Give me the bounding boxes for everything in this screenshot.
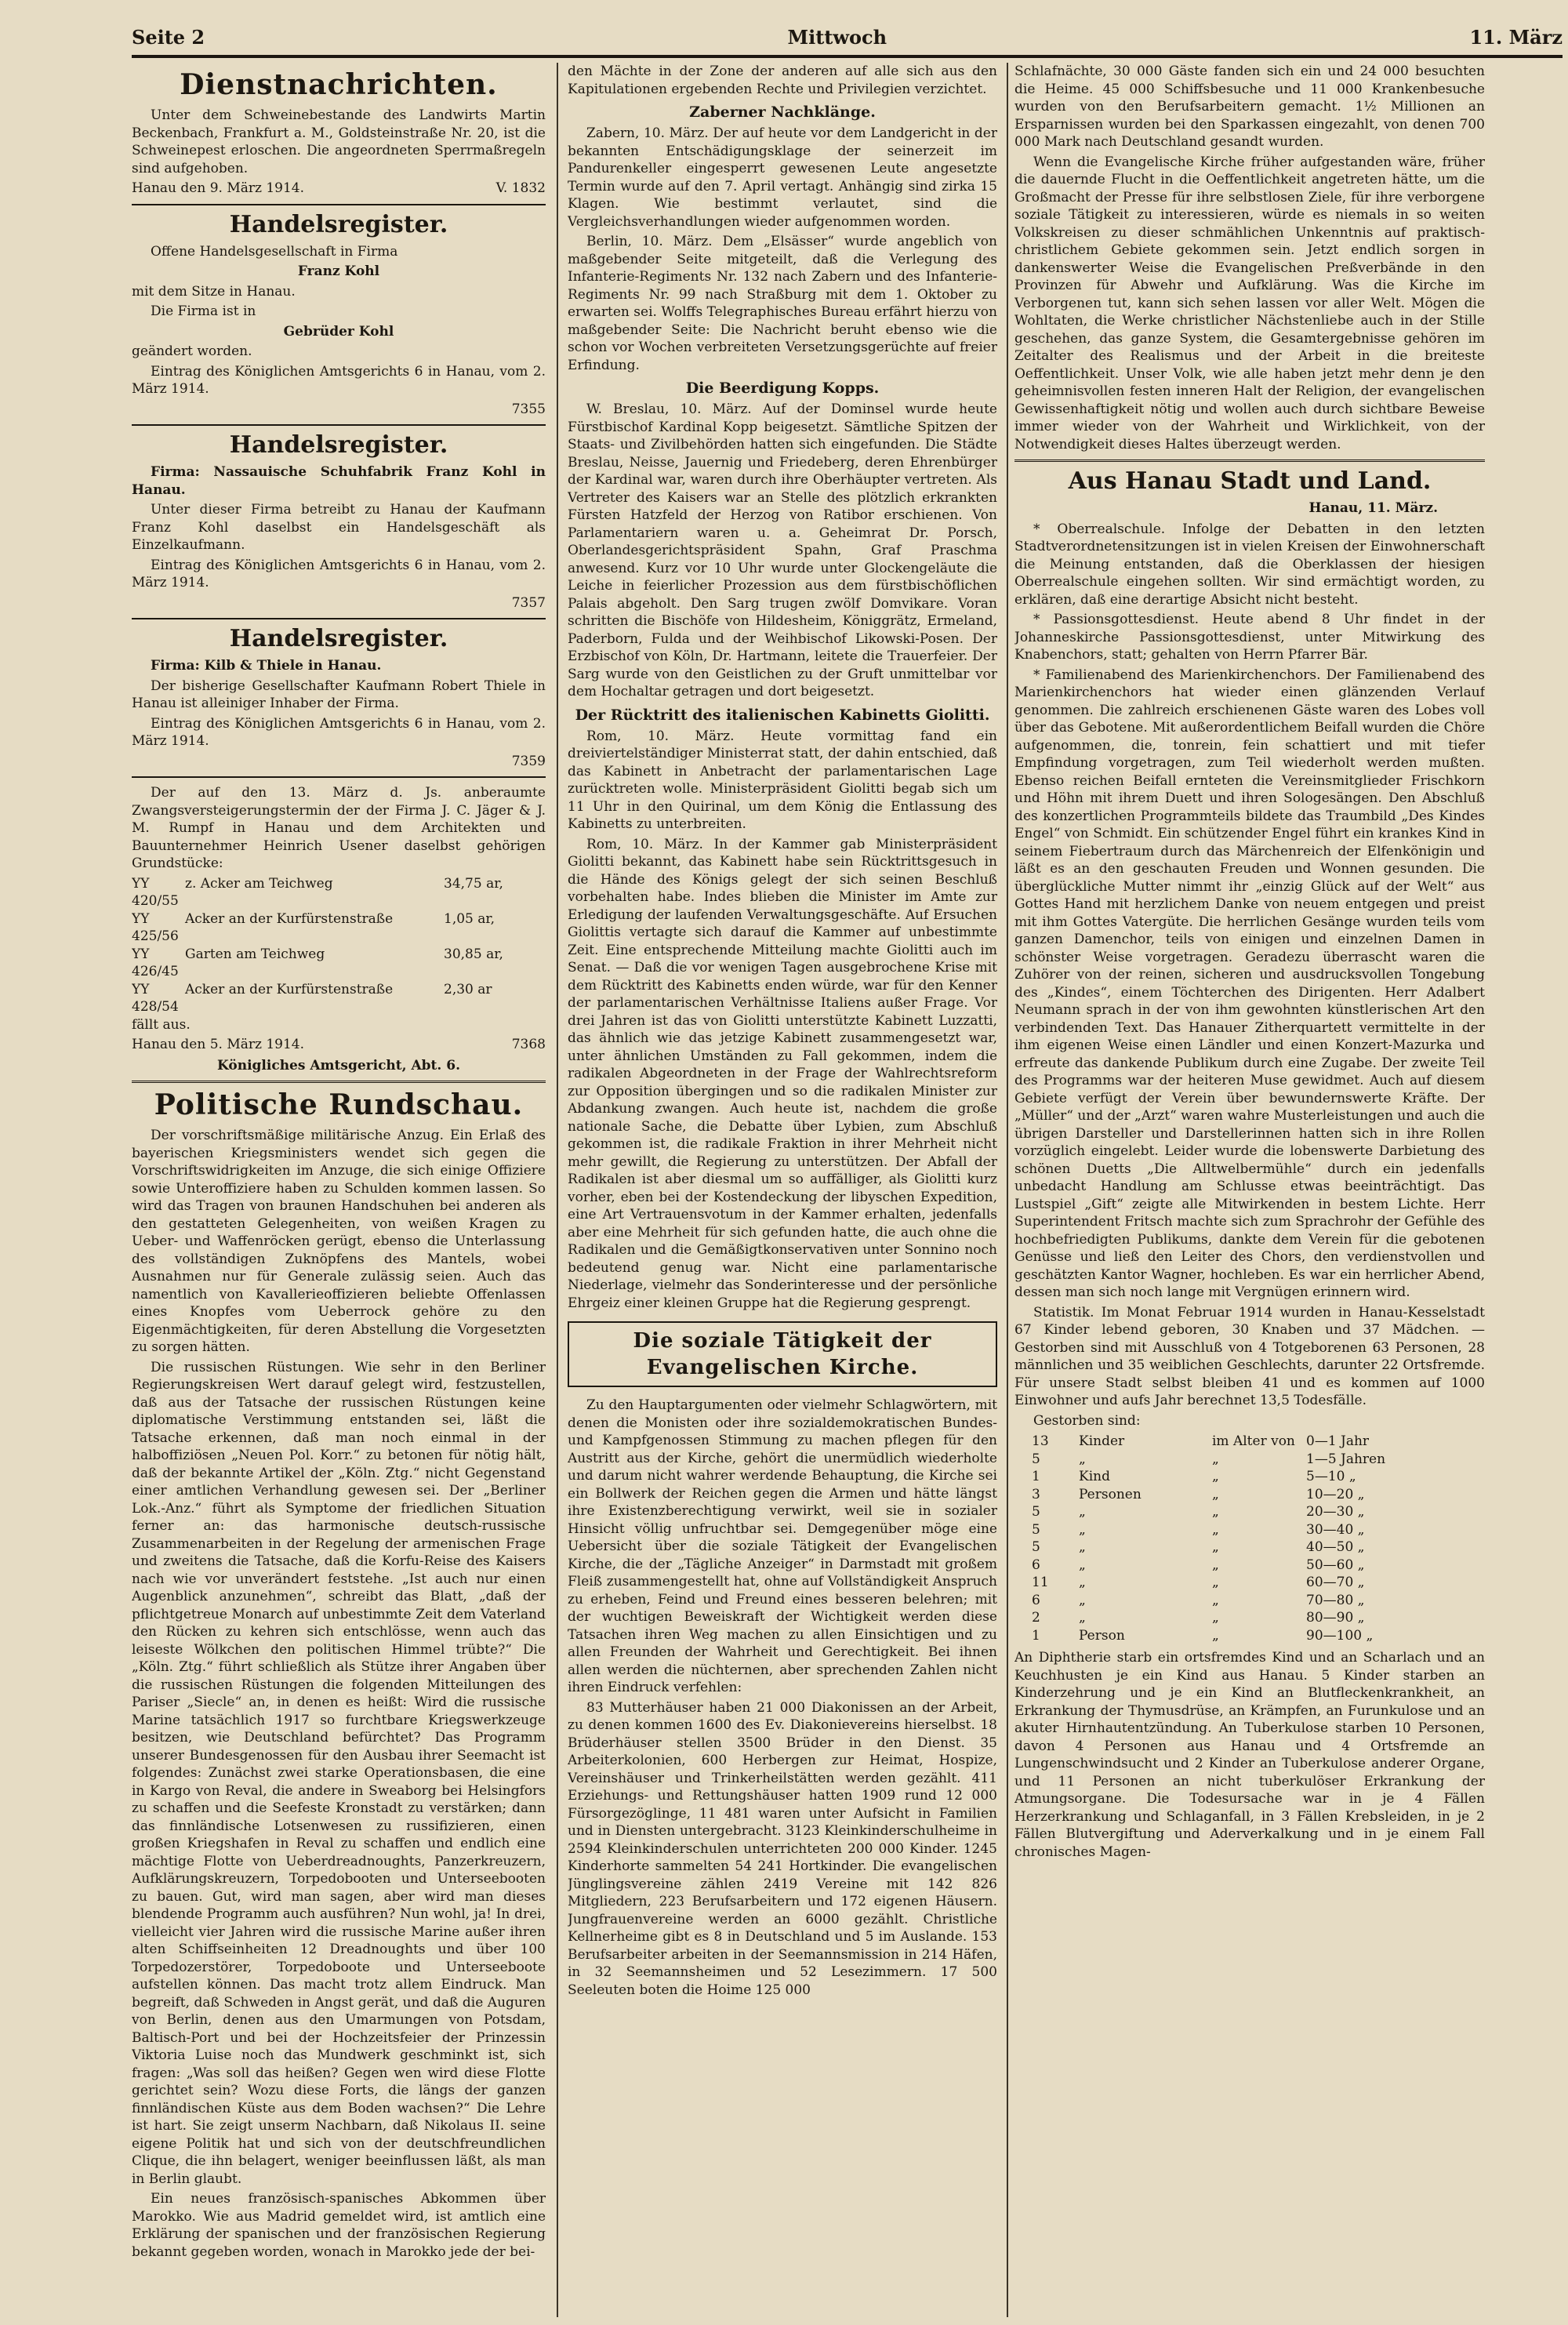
- stat-cell: 5: [1032, 1504, 1040, 1520]
- notice-number: V. 1832: [495, 180, 546, 196]
- stat-cell: 50—60 „: [1306, 1557, 1365, 1573]
- heading-beerdigung-kopps: Die Beerdigung Kopps.: [685, 380, 880, 397]
- local-news-item: * Oberrealschule. Infolge der Debatten in den letzten Stadtverordnetensitzungen ist in vielen Kreisen der Einwohnerschaft die Meinung entstanden, daß die Oberklassen der hiesigen Oberrealschule eingehen sollten. Wir sind ermächtigt worden, zu erklären, daß eine derartige Absicht nicht besteht.: [1014, 521, 1485, 608]
- stat-cell: im Alter von: [1212, 1433, 1295, 1449]
- lot-row: [132, 910, 546, 946]
- stat-cell: 10—20 „: [1306, 1486, 1365, 1502]
- article-paragraph: Die russischen Rüstungen. Wie sehr in den Berliner Regierungskreisen Wert darauf gelegt wird, festzustellen, daß aus der Tatsache der russischen Rüstungen keine diplomatische Verstimmung entstanden sei, läßt die Tatsache erkennen, daß man noch einmal in der halboffiziösen „Neuen Pol. Korr.“ zu betonen für nötig hält, daß der bekannte Artikel der „Köln. Ztg.“ nicht Gegenstand einer amtlichen Verhandlung gewesen sei. Der „Berliner Lok.-Anz.“ führt als Symptome der friedlichen Situation ferner an: das harmonische deutsch-russische Zusammenarbeiten in der Regelung der armenischen Frage und zweitens die Tatsache, daß die Korfu-Reise des Kaisers nach wie vor unverändert feststehe. „Ist auch nur einen Augenblick anzunehmen“, schreibt das Blatt, „daß der pflichtgetreue Monarch auf unbestimmte Zeit dem Vaterland den Rücken zu kehren sich entschlösse, wenn auch das leiseste Wölkchen den politischen Himmel trübte?“ Die „Köln. Ztg.“ führt schließlich als Stütze ihrer Angaben über die russischen Rüstungen die folgenden Mitteilungen des Pariser „Siecle“ an, in denen es heißt: Wird die russische Marine tatsächlich 1917 so furchtbare Kriegswerkzeuge besitzen, wie Deutschland befürchtet? Das Programm unserer Bundesgenossen für den Ausbau ihrer Seemacht ist folgendes: Zunächst zwei starke Operationsbasen, die eine in Kargo von Reval, die andere in Sweaborg bei Helsingfors zu schaffen und die Seefeste Kronstadt zu verstärken; dann das finnländische Lotsenwesen zu russifizieren, einen großen Kriegshafen in Reval zu schaffen und endlich eine mächtige Flotte von Ueberdreadnoughts, Panzerkreuzern, Aufklärungskreuzern, Torpedobooten und Unterseebooten zu bauen. Gut, wird man sagen, aber wird man dieses blendende Programm auch ausführen? Nun wohl, ja! In drei, vielleicht vier Jahren wird die russische Marine außer ihren alten Schiffseinheiten 12 Dreadnoughts und über 100 Torpedozerstörer, Torpedoboote und Unterseeboote aufstellen können. Das macht trotz allem Eindruck. Man begreift, daß Schweden in Angst gerät, und daß die Auguren von Berlin, denen aus den Umarmungen von Potsdam, Baltisch-Port und bei der Hochzeitsfeier der Prinzessin Viktoria Luise noch das Mundwerk geschminkt ist, sich fragen: „Was soll das heißen? Gegen wen wird diese Flotte gerichtet sein? Wozu diese Forts, die längs der ganzen finnländischen Küste aus dem Boden wachsen?“ Die Lehre ist hart. Sie zeigt unserm Nachbarn, daß Nikolaus II. seine eigene Politik hat und sich von der deutschfreundlichen Clique, die ihn belagert, weniger beeinflussen läßt, als man in Berlin glaubt.: [132, 1359, 546, 2187]
- stat-cell: 2: [1032, 1610, 1040, 1626]
- auction-date: Hanau den 5. März 1914.: [132, 1037, 305, 1052]
- stat-cell: „: [1212, 1557, 1219, 1573]
- dateline: [1014, 500, 1485, 518]
- column-2: [568, 63, 997, 2317]
- heading-soziale-taetigkeit: Die soziale Tätigkeit der Evangelischen Kirche.: [568, 1321, 997, 1387]
- register-number: 7359: [511, 753, 546, 769]
- stat-cell: 90—100 „: [1306, 1627, 1374, 1644]
- heading-handelsregister: Handelsregister.: [229, 431, 448, 459]
- register-text: Eintrag des Königlichen Amtsgerichts 6 in Hanau, vom 2. März 1914.: [132, 557, 546, 590]
- register-text: Die Firma ist in: [151, 303, 256, 319]
- lot-area: 30,85 ar,: [444, 946, 503, 962]
- dateline-text: Hanau, 11. März.: [1308, 500, 1438, 516]
- auction-text: Der auf den 13. März d. Js. anberaumte Zwangsversteigerungstermin der der Firma J. C. Jäger & J. M. Rumpf in Hanau und dem Architekten und Bauunternehmer Heinrich Usener daselbst gehörigen Grundstücke:: [132, 785, 546, 871]
- stat-cell: 3: [1032, 1486, 1040, 1502]
- header-rule: [132, 55, 1563, 58]
- lot-id: YY 425/56: [132, 910, 179, 944]
- register-footer: [132, 401, 546, 419]
- register-text: mit dem Sitze in Hanau.: [132, 283, 296, 300]
- stat-cell: 80—90 „: [1306, 1610, 1365, 1626]
- register-firm: Franz Kohl: [297, 263, 380, 279]
- stat-cell: „: [1212, 1539, 1219, 1555]
- lot-desc: Garten am Teichweg: [185, 946, 325, 962]
- stat-cell: 1: [1032, 1469, 1040, 1484]
- register-text: Unter dieser Firma betreibt zu Hanau der Kaufmann Franz Kohl daselbst ein Handelsgeschäft als Einzelkaufmann.: [132, 502, 546, 553]
- local-news-item: * Passionsgottesdienst. Heute abend 8 Uhr findet in der Johanneskirche Passionsgottesdienst, unter Mitwirkung des Knabenchors, statt; gehalten von Herrn Pfarrer Bär.: [1014, 612, 1485, 663]
- separator: [1014, 460, 1485, 462]
- stat-cell: 11: [1032, 1575, 1049, 1590]
- stat-cell: 60—70 „: [1306, 1575, 1365, 1590]
- stat-cell: 20—30 „: [1306, 1504, 1365, 1520]
- article-paragraph: Wenn die Evangelische Kirche früher aufgestanden wäre, früher die dauernde Flucht in die Oeffentlichkeit angetreten hätte, um die Großmacht der Presse für ihre selbstlosen Ziele, für ihre verborgene soziale Tätigkeit zu interessieren, würde es niemals in so weiten Volkskreisen zu dieser schmählichen Unkenntnis auf praktisch-christlichem Gebiete gekommen sein. Jetzt endlich sorgen in dankenswerter Weise die Evangelischen Preßverbände in den Provinzen für Abwehr und Aufklärung. Was die Kirche im Verborgenen tut, kann sich sehen lassen vor aller Welt. Mögen die Wohltaten, die Werke christlicher Nächstenliebe auch in der Stille geschehen, das ganze System, die Gesamtergebnisse gehören im Zeitalter des Realismus und der Arbeit in die breiteste Oeffentlichkeit. Unser Volk, wie alle haben jetzt mehr denn je den geheimnisvollen festen inneren Halt der Religion, der evangelischen Gewissenhaftigkeit nötig und wollen auch durch sichtbare Beweise immer wieder von der Wahrheit und Wirklichkeit, von der Notwendigkeit dieses Haltes überzeugt werden.: [1014, 154, 1485, 452]
- register-text: Der bisherige Gesellschafter Kaufmann Robert Thiele in Hanau ist alleiniger Inhaber der Firma.: [132, 678, 546, 711]
- register-text: Eintrag des Königlichen Amtsgerichts 6 in Hanau, vom 2. März 1914.: [132, 715, 546, 749]
- notice-date: Hanau den 9. März 1914.: [132, 180, 305, 196]
- article-paragraph: den Mächte in der Zone der anderen auf alle sich aus den Kapitulationen ergebenden Rechte und Privilegien verzichtet.: [568, 64, 997, 97]
- heading-zaberner-nachklaenge: Zaberner Nachklänge.: [689, 104, 876, 121]
- separator: [132, 424, 546, 426]
- lot-list: [132, 875, 546, 1016]
- stat-cell: „: [1079, 1557, 1086, 1573]
- lot-desc: z. Acker am Teichweg: [185, 875, 333, 892]
- stat-cell: 30—40 „: [1306, 1521, 1365, 1538]
- lot-desc: Acker an der Kurfürstenstraße: [185, 981, 394, 997]
- stat-cell: „: [1212, 1575, 1219, 1590]
- stat-cell: 1—5 Jahren: [1306, 1451, 1386, 1467]
- register-text: Offene Handelsgesellschaft in Firma: [151, 243, 398, 260]
- heading-politische-rundschau: Politische Rundschau.: [154, 1088, 524, 1121]
- stat-cell: „: [1079, 1504, 1086, 1520]
- heading-dienstnachrichten: Dienstnachrichten.: [180, 68, 498, 101]
- register-number: 7357: [511, 594, 546, 611]
- stat-cell: Personen: [1079, 1486, 1142, 1502]
- stat-cell: 70—80 „: [1306, 1592, 1365, 1608]
- article-paragraph: W. Breslau, 10. März. Auf der Dominsel wurde heute Fürstbischof Kardinal Kopp beigesetzt. Sämtliche Spitzen der Staats- und Zivilbehörden hatten sich eingefunden. Die Städte Breslau, Neisse, Jauernig und Friedeberg, deren Ehrenbürger der Kardinal war, waren durch ihre Oberhäupter vertreten. Als Vertreter des Kaisers war an Stelle des plötzlich erkrankten Fürsten Hatzfeld der Herzog von Ratibor erschienen. Von Parlamentariern waren u. a. Geheimrat Dr. Porsch, Oberlandesgerichtspräsident Spahn, Graf Praschma anwesend. Kurz vor 10 Uhr wurde unter Glockengeläute die Leiche in feierlicher Prozession aus dem fürstbischöflichen Palais abgeholt. Den Sarg trugen zwölf Domvikare. Voran schritten die Bischöfe von Hildesheim, Königgrätz, Ermeland, Paderborn, Fulda und der Weihbischof Likowski-Posen. Der Erzbischof von Köln, Dr. Hartmann, leitete die Trauerfeier. Der Sarg wurde von den Geistlichen zu der Gruft unmittelbar vor dem Hochaltar getragen und dort beigesetzt.: [568, 401, 997, 699]
- running-header: [132, 24, 1563, 50]
- stat-cell: „: [1212, 1451, 1219, 1467]
- lot-id: YY 428/54: [132, 981, 179, 1015]
- column-divider: [557, 63, 558, 2317]
- register-text: Firma: Kilb & Thiele in Hanau.: [151, 658, 382, 674]
- stat-cell: 5: [1032, 1539, 1040, 1555]
- stat-cell: 5: [1032, 1451, 1040, 1467]
- stat-cell: 6: [1032, 1592, 1040, 1608]
- lot-area: 34,75 ar,: [444, 875, 503, 892]
- stat-cell: „: [1079, 1521, 1086, 1538]
- register-footer: [132, 753, 546, 771]
- lot-desc: Acker an der Kurfürstenstraße: [185, 910, 394, 927]
- stat-cell: „: [1212, 1486, 1219, 1502]
- lot-id: YY 420/55: [132, 875, 179, 909]
- separator: [132, 1081, 546, 1083]
- stat-cell: 40—50 „: [1306, 1539, 1365, 1555]
- article-paragraph: Ein neues französisch-spanisches Abkommen über Marokko. Wie aus Madrid gemeldet wird, ist amtlich eine Erklärung der spanischen und der französischen Regierung bekannt gegeben worden, wonach in Marokko jede der bei-: [132, 2191, 546, 2260]
- stat-cell: „: [1212, 1610, 1219, 1626]
- stat-cell: Kinder: [1079, 1433, 1125, 1449]
- stat-cell: „: [1212, 1469, 1219, 1484]
- register-number: 7355: [511, 401, 546, 417]
- stat-cell: Kind: [1079, 1469, 1110, 1484]
- issue-date: 11. März: [1469, 25, 1563, 49]
- article-paragraph: Zu den Hauptargumenten oder vielmehr Schlagwörtern, mit denen die Monisten oder ihre sozialdemokratischen Bundes- und Kampfgenossen Stimmung zu machen pflegen für den Austritt aus der Kirche, gehört die unermüdlich wiederholte und darum nicht wahrer werdende Behauptung, die Kirche sei ein Bollwerk der Reichen gegen die Armen und hätte längst ihre Existenzberechtigung verwirkt, weil sie in sozialer Hinsicht völlig unfruchtbar sei. Demgegenüber möge eine Uebersicht über die soziale Tätigkeit der Evangelischen Kirche, die der „Tägliche Anzeiger“ in Darmstadt mit großem Fleiß zusammengestellt hat, ohne auf Vollständigkeit Anspruch zu erheben, Feind und Freund eines besseren belehren; mit der wuchtigen Beweiskraft der Wichtigkeit werden diese Tatsachen ihren Weg machen zu allen Einsichtigen und zu allen Freunden der Wahrheit und Gerechtigkeit. Bei ihnen allen werden die nüchternen, aber sprechenden Zahlen nicht ihren Eindruck verfehlen:: [568, 1397, 997, 1695]
- stat-cell: „: [1079, 1451, 1086, 1467]
- article-paragraph: Rom, 10. März. In der Kammer gab Ministerpräsident Giolitti bekannt, das Kabinett habe sein Rücktrittsgesuch in die Hände des Königs gelegt der sich seinen Beschluß vorbehalten habe. Indes blieben die Minister im Amte zur Erledigung der laufenden Verwaltungsgeschäfte. Auf Ersuchen Giolittis vertagte sich darauf die Kammer auf unbestimmte Zeit. Eine entsprechende Mitteilung machte Giolitti auch im Senat. — Daß die vor wenigen Tagen ausgebrochene Krise mit dem Rücktritt des Kabinetts enden würde, war für den Kenner der parlamentarischen Verhältnisse Italiens außer Frage. Vor drei Jahren ist das von Giolitti unterstützte Kabinett Luzzatti, das ähnlich wie das jetzige Kabinett zusammengesetzt war, unter ähnlichen Umständen zu Fall gekommen, indem die radikalen Abgeordneten in der Frage der Wahlrechtsreform zur Opposition übergingen und so die radikalen Minister zur Abdankung zwangen. Auch heute ist, nachdem die große nationale Sache, die Debatte über Lybien, zum Abschluß gekommen ist, die radikale Fraktion in ihrer Mehrheit nicht mehr gewillt, die Regierung zu unterstützen. Der Abfall der Radikalen ist aber diesmal um so auffälliger, als Giolitti kurz vorher, eben bei der Kostendeckung der libyschen Expedition, eine Art Vertrauensvotum in der Kammer erhalten, jedenfalls aber eine Mehrheit für sich gefunden hatte, die auch ohne die Radikalen und die Gemäßigtkonservativen unter Sonnino noch bedeutend genug war. Nicht eine parlamentarische Niederlage, vielmehr das Sonderinteresse und der persönliche Ehrgeiz einer kleinen Gruppe hat die Regierung gesprengt.: [568, 836, 997, 1311]
- local-news-item: An Diphtherie starb ein ortsfremdes Kind und an Scharlach und an Keuchhusten je ein Kind aus Hanau. 5 Kinder starben an Kinderzehrung und je ein Kind an Blutfleckenkrankheit, an Erkrankung der Thymusdrüse, an Krämpfen, an Furunkulose und an akuter Hirnhautentzündung. An Tuberkulose starben 10 Personen, davon 4 Personen aus Hanau und 4 Ortsfremde an Lungenschwindsucht und 2 Kinder an Tuberkulose anderer Organe, und 11 Personen an nicht tuberkulöser Erkrankung der Atmungsorgane. Die Todesursache war in je 4 Fällen Herzerkrankung und Schlaganfall, in 3 Fällen Krebsleiden, in je 2 Fällen Blutvergiftung und Aderverkalkung und in je einem Fall chronisches Magen-: [1014, 1650, 1485, 1860]
- lot-area: 1,05 ar,: [444, 910, 495, 927]
- auction-number: 7368: [511, 1037, 546, 1052]
- heading-handelsregister: Handelsregister.: [229, 210, 448, 238]
- register-text: Eintrag des Königlichen Amtsgerichts 6 in Hanau, vom 2. März 1914.: [132, 363, 546, 397]
- local-news-item: Statistik. Im Monat Februar 1914 wurden in Hanau-Kesselstadt 67 Kinder lebend geboren, 30 Knaben und 37 Mädchen. — Gestorben sind mit Ausschluß von 4 Totgeborenen 63 Personen, 28 männlichen und 35 weiblichen Geschlechts, darunter 22 Ortsfremde. Für unsere Stadt selbst bleiben 41 und es kommen auf 1000 Einwohner und aufs Jahr berechnet 13,5 Todesfälle.: [1014, 1304, 1485, 1408]
- lot-row: [132, 875, 546, 910]
- statistics-heading: Gestorben sind:: [1033, 1412, 1141, 1429]
- separator: [132, 776, 546, 778]
- auction-footer: [132, 1036, 546, 1054]
- stat-cell: 13: [1032, 1433, 1049, 1449]
- stat-cell: „: [1079, 1592, 1086, 1608]
- lot-id: YY 426/45: [132, 946, 179, 979]
- stat-cell: „: [1079, 1539, 1086, 1555]
- notice-text: Unter dem Schweinebestande des Landwirts Martin Beckenbach, Frankfurt a. M., Goldsteinstraße Nr. 20, ist die Schweinepest erloschen. Die angeordneten Sperrmaßregeln sind aufgehoben.: [132, 107, 546, 176]
- stat-cell: „: [1212, 1504, 1219, 1520]
- stat-cell: Person: [1079, 1627, 1125, 1644]
- register-text: geändert worden.: [132, 343, 252, 359]
- article-paragraph: Der vorschriftsmäßige militärische Anzug. Ein Erlaß des bayerischen Kriegsministers wendet sich gegen die Vorschriftswidrigkeiten im Anzuge, die sich einige Offiziere sowie Unteroffiziere haben zu Schulden kommen lassen. So wird das Tragen von braunen Handschuhen bei anderen als den gestatteten Gelegenheiten, von weißen Kragen zu Ueber- und Waffenröcken gerügt, ebenso die Unterlassung des vollständigen Zuknöpfens des Mantels, wobei Ausnahmen nur für Generale zulässig seien. Auch das namentlich von Kavallerieoffizieren beliebte Offenlassen eines Knopfes vom Ueberrock gehöre zu den Eigenmächtigkeiten, für deren Abstellung die Vorgesetzten zu sorgen hätten.: [132, 1128, 546, 1355]
- register-footer: [132, 594, 546, 612]
- column-divider: [1007, 63, 1008, 2317]
- lot-area: 2,30 ar: [444, 981, 492, 997]
- register-firm: Gebrüder Kohl: [283, 323, 394, 340]
- notice-footer: [132, 180, 546, 198]
- stat-cell: 0—1 Jahr: [1306, 1433, 1370, 1449]
- separator: [132, 204, 546, 205]
- stat-cell: „: [1212, 1592, 1219, 1608]
- stat-cell: „: [1079, 1575, 1086, 1590]
- death-statistics-table: [1032, 1433, 1485, 1644]
- lot-row: [132, 946, 546, 981]
- column-3: [1014, 63, 1485, 2317]
- auction-text: fällt aus.: [132, 1016, 191, 1033]
- local-news-item: * Familienabend des Marienkirchenchors. Der Familienabend des Marienkirchenchors hat wieder einen glänzenden Verlauf genommen. Die zahlreich erschienenen Gäste waren des Lobes voll über das Gebotene. Mit außerordentlichem Beifall wurden die Chöre aufgenommen, die, tonrein, fein schattiert und mit tiefer Empfindung vorgetragen, zum Teil wiederholt werden mußten. Ebenso reichen Beifall ernteten die Vereinsmitglieder Frischkorn und Höhn mit ihrem Duett und ihren Sologesängen. Den Abschluß des konzertlichen Programmteils bildete das Traumbild „Des Kindes Engel“ von Schmidt. Ein schützender Engel führt ein krankes Kind in seinem Fiebertraum durch das Märchenreich der Elfenkönigin und läßt es an den geschauten Freuden und Wonnen gesunden. Die überglückliche Mutter nimmt ihr „einzig Glück auf der Welt“ aus Gottes Hand mit herzlichem Danke von neuem entgegen und preist mit ihm Gottes Vatergüte. Die herrlichen Gesänge wurden teils vom ganzen Damenchor, teils von einigen und einzelnen Damen in schönster Weise vorgetragen. Geradezu überrascht waren die Zuhörer von der reinen, sicheren und ausdrucksvollen Tongebung des „Kindes“, einem Töchterchen des Dirigenten. Herr Adalbert Neumann sprach in der von ihm gewohnten künstlerischen Art den verbindenden Text. Das Hanauer Zitherquartett vermittelte in der ihm eigenen Weise einen Ländler und einen Konzert-Mazurka und erfreute das dankende Publikum durch eine Zugabe. Der zweite Teil des Programms war der heiteren Muse gewidmet. Auch auf diesem Gebiete verfügt der Verein über bewundernswerte Kräfte. Der „Müller“ und der „Arzt“ waren wahre Musterleistungen und auch die übrigen Darsteller und Darstellerinnen hatten sich in ihre Rollen vorzüglich eingelebt. Leider wurde die lobenswerte Darbietung des schönen Duetts „Die Alltwelbermühle“ durch ein jedenfalls unbedacht Handlung am Schlusse etwas beeinträchtigt. Das Lustspiel „Gift“ zeigte alle Mitwirkenden in bestem Lichte. Herr Superintendent Fritsch machte sich zum Sprachrohr der Gefühle des hochbefriedigten Publikums, dankte dem Verein für die gebotenen Genüsse und ließ den Leiter des Chors, den verdienstvollen und geschätzten Kantor Wagner, hochleben. Es war ein herrlicher Abend, dessen man sich noch lange mit Vergnügen erinnern wird.: [1014, 667, 1485, 1300]
- stat-cell: „: [1212, 1521, 1219, 1538]
- separator: [132, 618, 546, 619]
- article-paragraph: Rom, 10. März. Heute vormittag fand ein dreiviertelständiger Ministerrat statt, der dahin entschied, daß das Kabinett in Anbetracht der parlamentarischen Lage zurücktreten wolle. Ministerpräsident Giolitti begab sich um 11 Uhr in den Quirinal, um dem König die Entlassung des Kabinetts zu unterbreiten.: [568, 728, 997, 832]
- lot-row: [132, 981, 546, 1016]
- column-1: [132, 63, 546, 2317]
- court-signature: Königliches Amtsgericht, Abt. 6.: [216, 1057, 460, 1073]
- stat-cell: 5: [1032, 1521, 1040, 1538]
- register-text: Firma: Nassauische Schuhfabrik Franz Kohl in Hanau.: [132, 464, 546, 498]
- article-paragraph: Berlin, 10. März. Dem „Elsässer“ wurde angeblich von maßgebender Seite mitgeteilt, daß die Verlegung des Infanterie-Regiments Nr. 132 nach Zabern und des Infanterie-Regiments Nr. 99 nach Straßburg mit dem 1. Oktober zu erwarten sei. Wolffs Telegraphisches Bureau erfährt hierzu von maßgebender Seite: Die Nachricht beruht ebenso wie die schon vor Wochen verbreiteten Versetzungsgerüchte auf freier Erfindung.: [568, 234, 997, 373]
- stat-cell: „: [1079, 1610, 1086, 1626]
- stat-cell: 1: [1032, 1627, 1040, 1644]
- article-paragraph: Schlafnächte, 30 000 Gäste fanden sich ein und 24 000 besuchten die Heime. 45 000 Schiffsbesuche und 11 000 Krankenbesuche wurden von den Berufsarbeitern gemacht. 1½ Millionen an Ersparnissen wurden bei den Sparkassen eingezahlt, von denen 700 000 Mark nach Deutschland gesandt wurden.: [1014, 64, 1485, 150]
- heading-aus-hanau: Aus Hanau Stadt und Land.: [1068, 467, 1432, 495]
- stat-cell: „: [1212, 1627, 1219, 1644]
- stat-cell: 5—10 „: [1306, 1469, 1356, 1484]
- article-paragraph: Zabern, 10. März. Der auf heute vor dem Landgericht in der bekannten Entschädigungsklage der seinerzeit im Pandurenkeller eingesperrt gewesenen Leute angesetzte Termin wurde auf den 7. April vertagt. Anhängig sind zirka 15 Klagen. Wie bestimmt verlautet, sind die Vergleichsverhandlungen wieder aufgenommen worden.: [568, 125, 997, 230]
- page-number: Seite 2: [132, 25, 205, 49]
- article-paragraph: 83 Mutterhäuser haben 21 000 Diakonissen an der Arbeit, zu denen kommen 1600 des Ev. Diakonievereins hierselbst. 18 Brüderhäuser stellen 3500 Brüder in den Dienst. 35 Arbeiterkolonien, 600 Herbergen zur Heimat, Hospize, Vereinshäuser und Trinkerheilstätten werden gezählt. 411 Erziehungs- und Rettungshäuser hatten 1909 rund 12 000 Fürsorgezöglinge, 11 481 waren unter Aufsicht in Familien und in Diensten untergebracht. 3123 Kleinkinderschulheime in 2594 Kleinkinderschulen unterrichteten 200 000 Kinder. 1245 Kinderhorte sammelten 54 241 Hortkinder. Die evangelischen Jünglingsvereine zählen 2419 Vereine mit 142 826 Mitgliedern, 223 Berufsarbeitern und 172 eigenen Häusern. Jungfrauenvereine werden an 6000 gezählt. Christliche Kellnerheime gibt es 8 in Deutschland und 5 im Auslande. 153 Berufsarbeiter arbeiten in der Seemannsmission in 214 Häfen, in 32 Seemannsheimen und 52 Lesezimmern. 17 500 Seeleuten boten die Hoime 125 000: [568, 1699, 997, 1998]
- heading-handelsregister: Handelsregister.: [229, 625, 448, 652]
- weekday: Mittwoch: [787, 25, 887, 49]
- stat-cell: 6: [1032, 1557, 1040, 1573]
- heading-ruecktritt-kabinett: Der Rücktritt des italienischen Kabinetts Giolitti.: [575, 706, 990, 724]
